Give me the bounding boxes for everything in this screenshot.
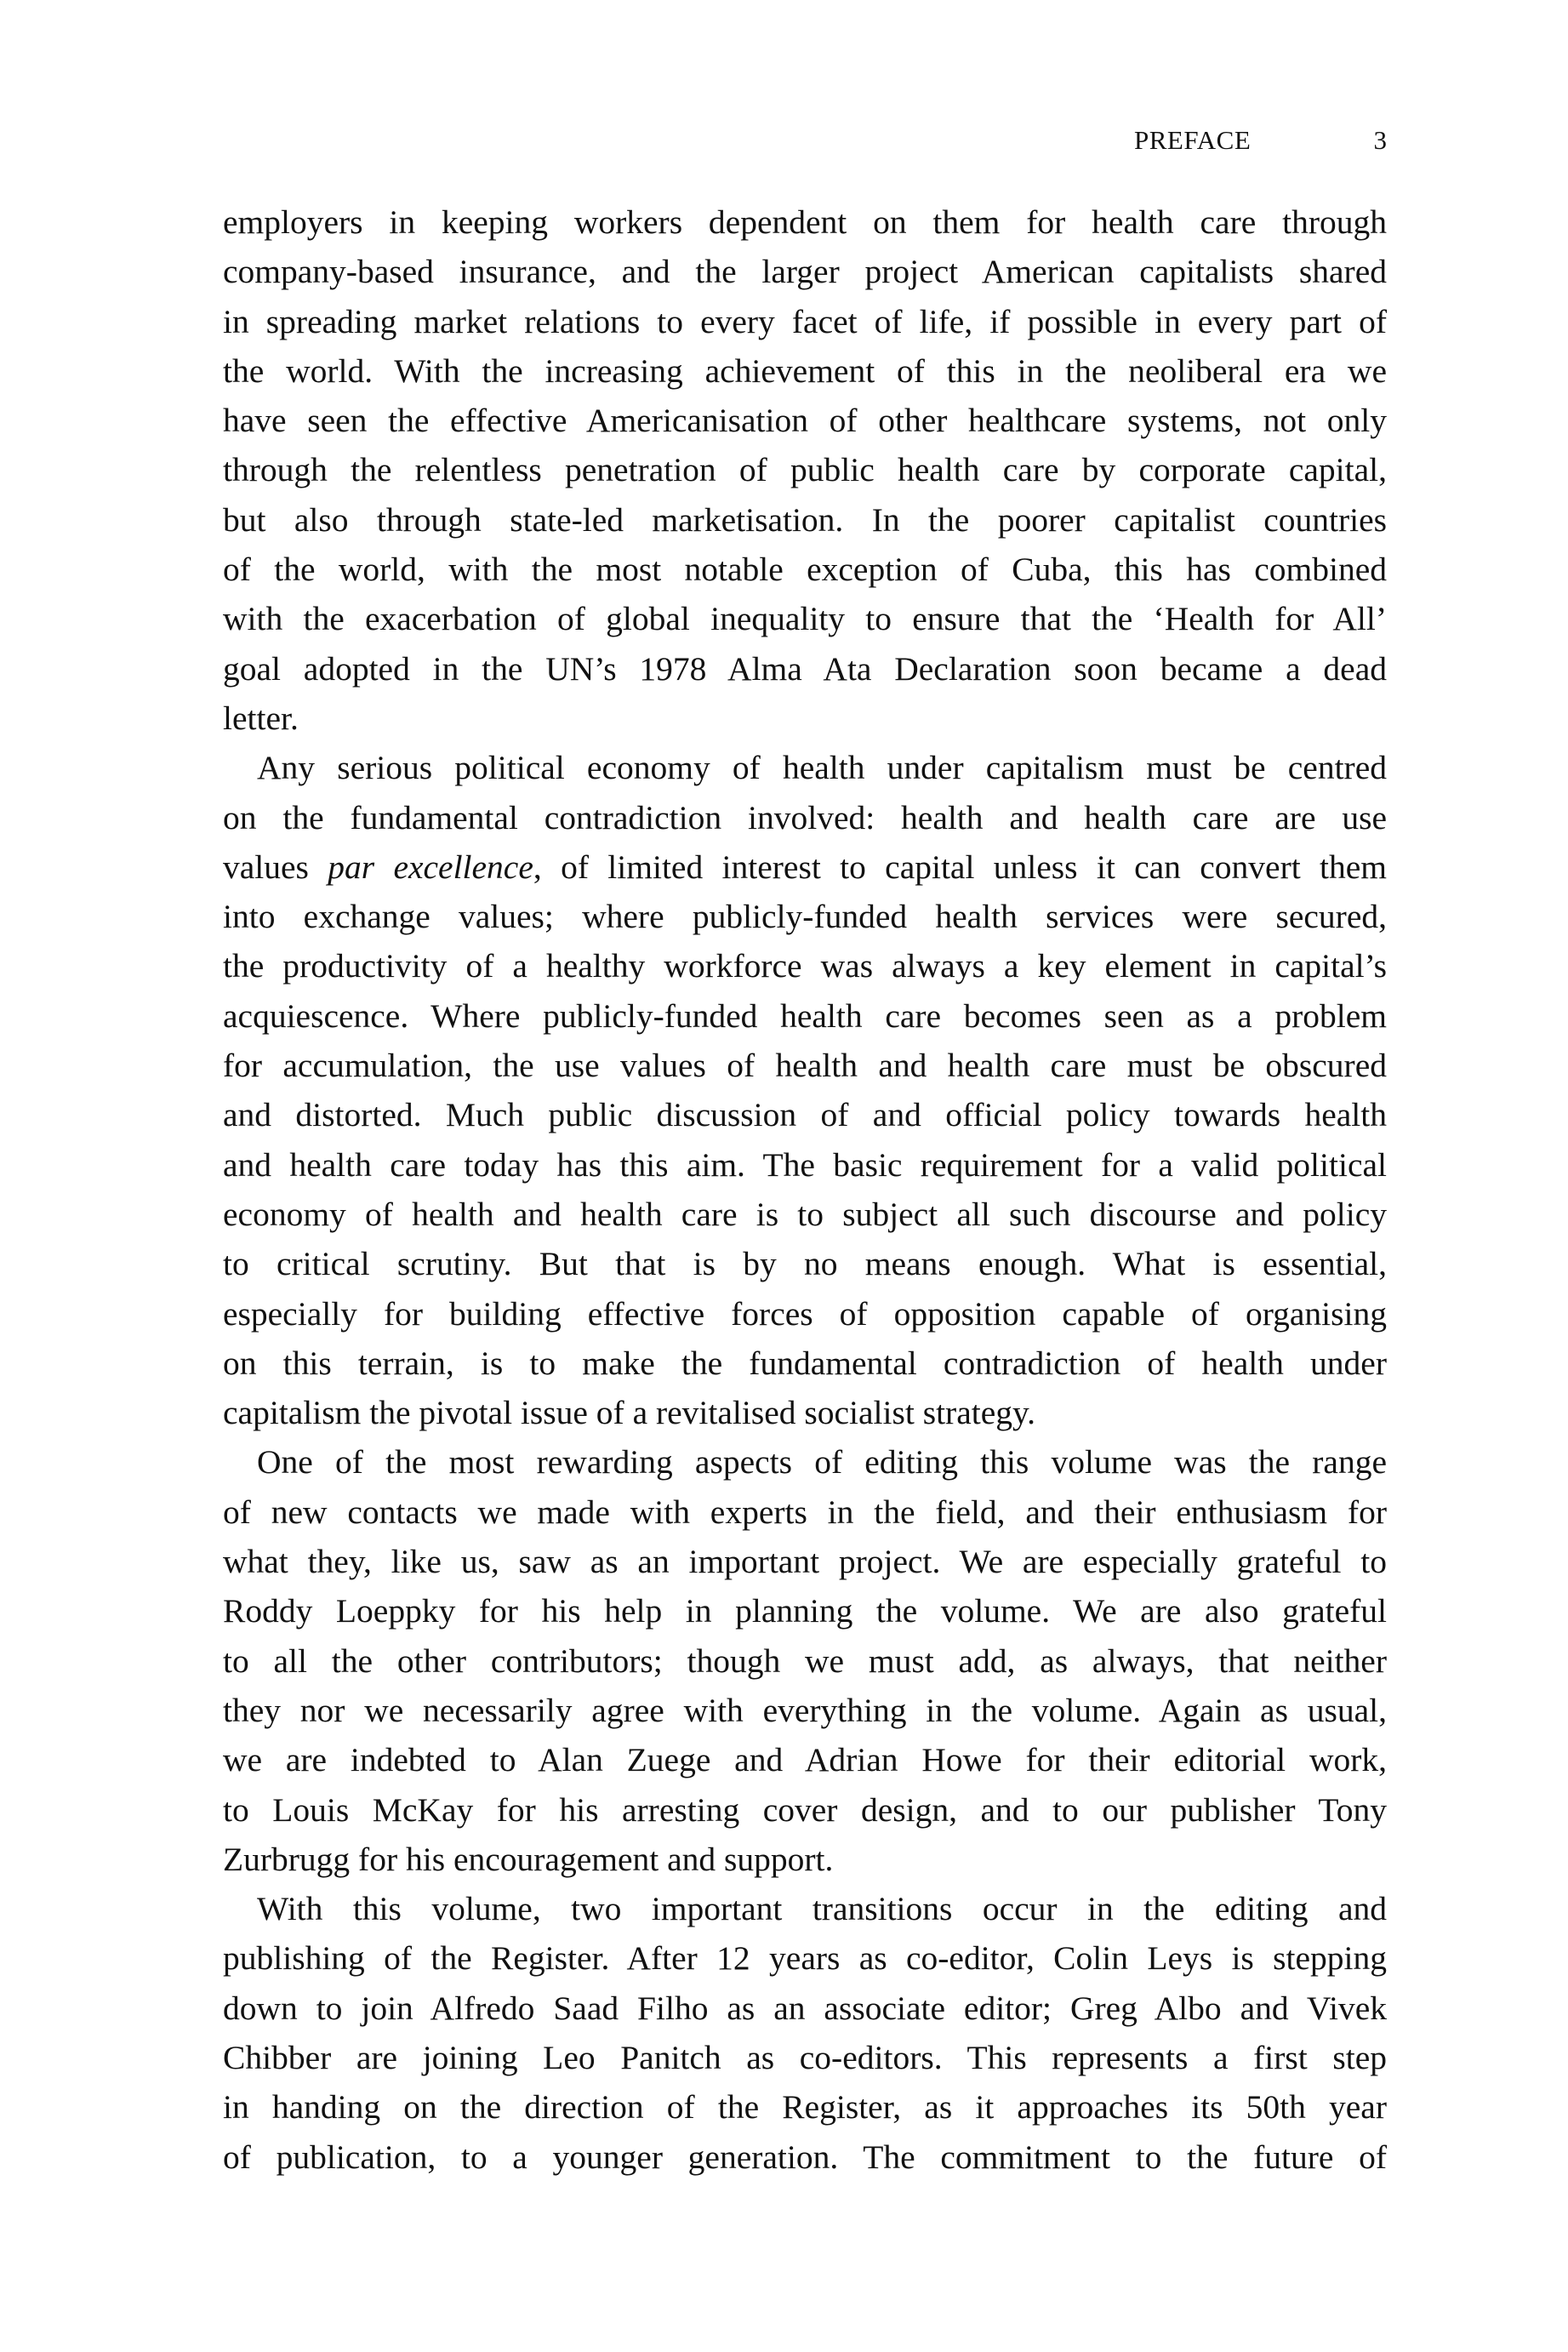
text-line: Zurbrugg for his encouragement and support. bbox=[223, 1840, 834, 1878]
paragraph-3 bbox=[223, 1437, 1387, 1884]
text-line: for accumulation, the use values of health and health care must be obscured bbox=[223, 1047, 1387, 1085]
text-line: Roddy Loeppky for his help in planning the volume. We are also grateful bbox=[223, 1592, 1387, 1630]
text-line: with the exacerbation of global inequality to ensure that the ‘Health for All’ bbox=[223, 600, 1387, 638]
text-line: in handing on the direction of the Register, as it approaches its 50th year bbox=[223, 2088, 1387, 2127]
text-line: especially for building effective forces of opposition capable of organising bbox=[223, 1294, 1387, 1333]
italic-phrase: par excellence bbox=[328, 848, 533, 886]
text-line: have seen the effective Americanisation of other healthcare systems, not only bbox=[223, 402, 1387, 440]
text-line: in spreading market relations to every facet of life, if possible in every part of bbox=[223, 302, 1387, 340]
text-line: One of the most rewarding aspects of editing this volume was the range bbox=[257, 1443, 1387, 1481]
text-line: to all the other contributors; though we must add, as always, that neither bbox=[223, 1641, 1387, 1680]
text-line: they nor we necessarily agree with everything in the volume. Again as usual, bbox=[223, 1691, 1387, 1729]
text-line: economy of health and health care is to subject all such discourse and policy bbox=[223, 1195, 1387, 1233]
text-line: and health care today has this aim. The basic requirement for a valid political bbox=[223, 1145, 1387, 1184]
text-line: capitalism the pivotal issue of a revitalised socialist strategy. bbox=[223, 1394, 1036, 1432]
text-line: to critical scrutiny. But that is by no means enough. What is essential, bbox=[223, 1245, 1387, 1283]
text-line: but also through state-led marketisation. In the poorer capitalist countries bbox=[223, 500, 1387, 539]
running-head bbox=[1134, 122, 1387, 159]
body-text bbox=[223, 197, 1387, 2182]
text-line: acquiescence. Where publicly-funded health care becomes seen as a problem bbox=[223, 996, 1387, 1035]
page-number: 3 bbox=[1373, 125, 1387, 155]
text-line: what they, like us, saw as an important project. We are especially grateful to bbox=[223, 1543, 1387, 1581]
paragraph-4 bbox=[223, 1884, 1387, 2182]
text-line: With this volume, two important transitions occur in the editing and bbox=[257, 1890, 1387, 1928]
text-line: down to join Alfredo Saad Filho as an associate editor; Greg Albo and Vivek bbox=[223, 1989, 1387, 2027]
text-line: company-based insurance, and the larger project American capitalists shared bbox=[223, 253, 1387, 291]
text-line: Any serious political economy of health under capitalism must be centred bbox=[257, 749, 1387, 787]
text-line: Chibber are joining Leo Panitch as co-editors. This represents a first step bbox=[223, 2038, 1387, 2076]
text-line: of publication, to a younger generation. The commitment to the future of bbox=[223, 2138, 1387, 2176]
text-line: the productivity of a healthy workforce was always a key element in capital’s bbox=[223, 947, 1387, 985]
text-line: publishing of the Register. After 12 years as co-editor, Colin Leys is stepping bbox=[223, 1939, 1387, 1978]
text-line: employers in keeping workers dependent on them for health care through bbox=[223, 203, 1387, 241]
text-line: on this terrain, is to make the fundamental contradiction of health under bbox=[223, 1344, 1387, 1382]
text-run: , of limited interest to capital unless it can convert them bbox=[533, 848, 1388, 886]
text-line: goal adopted in the UN’s 1978 Alma Ata Declaration soon became a dead bbox=[223, 649, 1387, 688]
text-line: we are indebted to Alan Zuege and Adrian Howe for their editorial work, bbox=[223, 1741, 1387, 1779]
text-line: the world. With the increasing achievement of this in the neoliberal era we bbox=[223, 351, 1387, 390]
paragraph-1 bbox=[223, 197, 1387, 743]
text-line: to Louis McKay for his arresting cover design, and to our publisher Tony bbox=[223, 1790, 1387, 1829]
text-line: of new contacts we made with experts in the field, and their enthusiasm for bbox=[223, 1493, 1387, 1531]
text-line: into exchange values; where publicly-funded health services were secured, bbox=[223, 898, 1387, 936]
text-run: values bbox=[223, 848, 328, 886]
text-line: and distorted. Much public discussion of and official policy towards health bbox=[223, 1096, 1387, 1134]
text-line: letter. bbox=[223, 699, 299, 737]
paragraph-2 bbox=[223, 743, 1387, 1437]
text-line: of the world, with the most notable exception of Cuba, this has combined bbox=[223, 551, 1387, 589]
text-line: through the relentless penetration of public health care by corporate capital, bbox=[223, 451, 1387, 489]
text-line: on the fundamental contradiction involved: health and health care are use bbox=[223, 798, 1387, 836]
text-line bbox=[223, 842, 1387, 892]
running-head-title: PREFACE bbox=[1134, 125, 1252, 155]
